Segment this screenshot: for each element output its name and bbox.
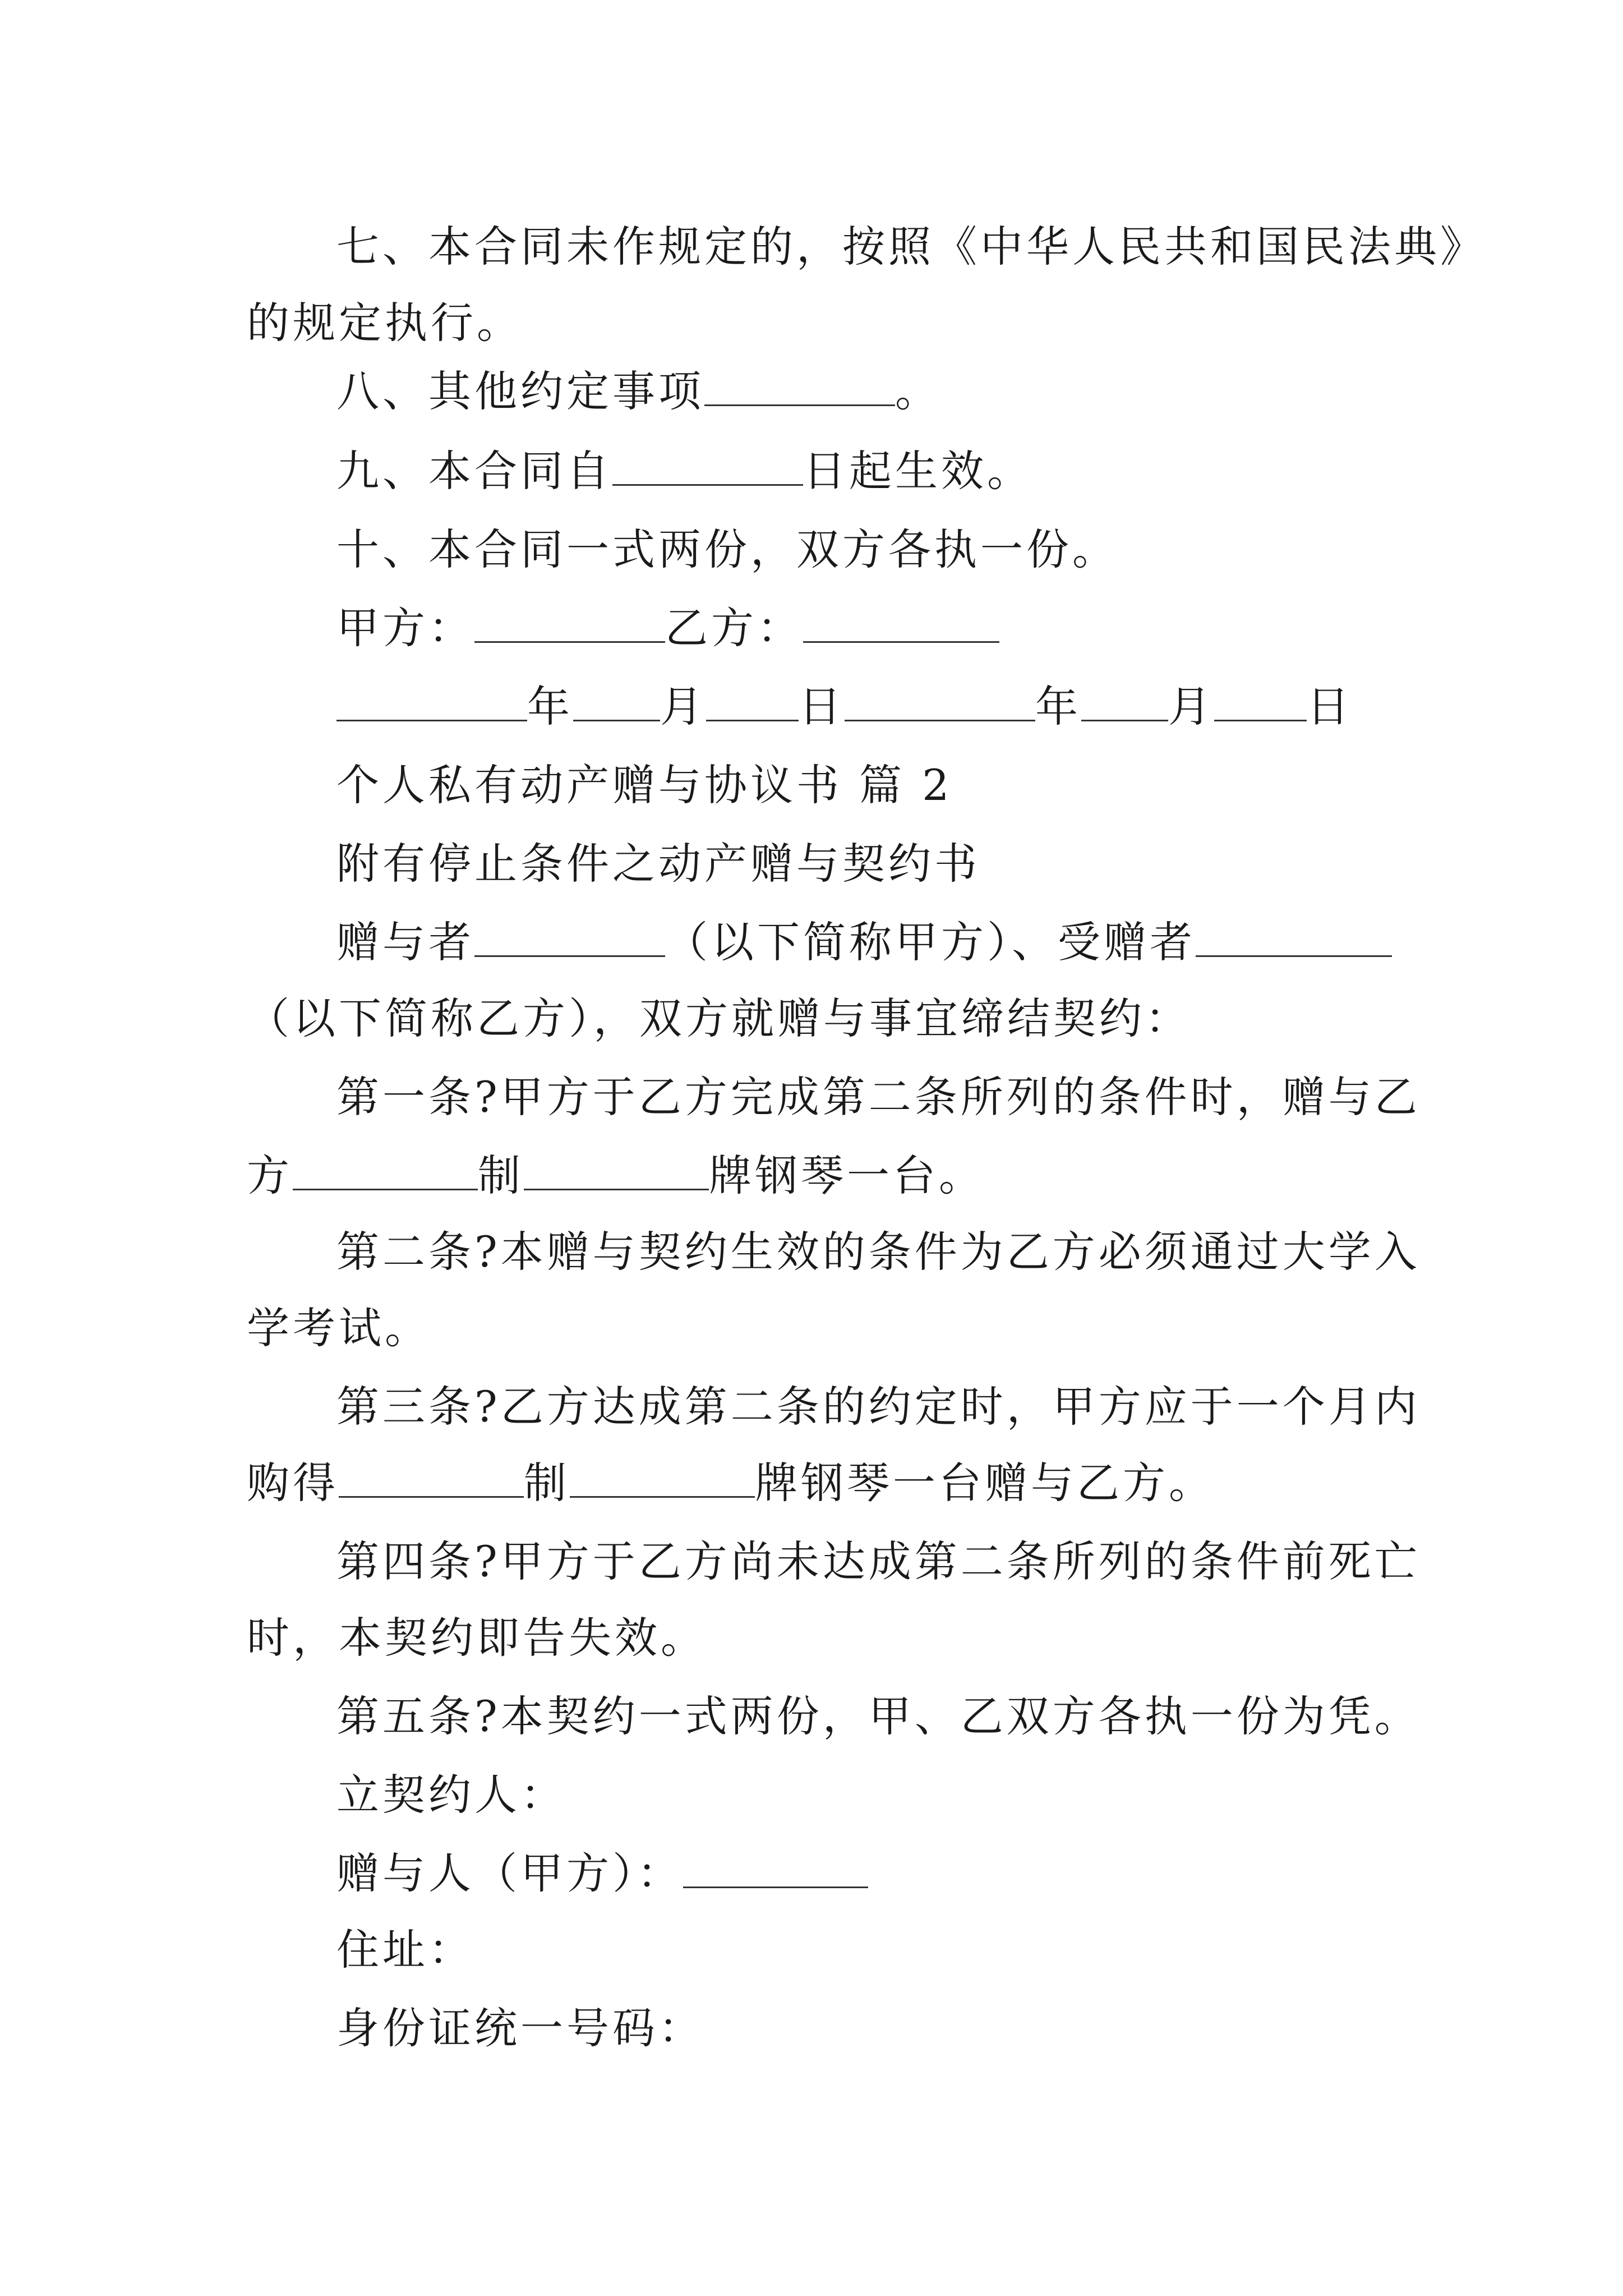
section-heading: 个人私有动产赠与协议书 篇 2 bbox=[336, 760, 953, 810]
clause-8: 八、其他约定事项 。 bbox=[336, 366, 941, 416]
piano-origin-blank bbox=[293, 1154, 478, 1190]
article-5: 第五条?本契约一式两份，甲、乙双方各执一份为凭。 bbox=[336, 1691, 1421, 1741]
contract-subtitle: 附有停止条件之动产赠与契约书 bbox=[336, 839, 980, 889]
party-signatures: 甲方： 乙方： bbox=[336, 600, 999, 656]
purchase-origin-blank bbox=[339, 1461, 524, 1498]
party-a-month-blank bbox=[573, 685, 660, 721]
parties-intro-line-2: （以下简称乙方），双方就赠与事宜缔结契约： bbox=[247, 993, 1191, 1043]
donor-signature: 赠与人（甲方）： bbox=[336, 1846, 868, 1902]
party-a-year-blank bbox=[336, 685, 527, 721]
clause-9: 九、本合同自 日起生效。 bbox=[336, 446, 1033, 496]
donor-name-blank bbox=[474, 921, 665, 957]
donee-name-blank bbox=[1196, 921, 1392, 957]
clause-7-line-1: 七、本合同未作规定的，按照《中华人民共和国民法典》 bbox=[336, 222, 1486, 272]
donor-signature-blank bbox=[683, 1852, 868, 1888]
article-2-line-1: 第二条?本赠与契约生效的条件为乙方必须通过大学入 bbox=[336, 1227, 1421, 1277]
party-b-day-blank bbox=[1214, 685, 1307, 721]
article-4-line-1: 第四条?甲方于乙方尚未达成第二条所列的条件前死亡 bbox=[336, 1536, 1421, 1586]
signature-dates: 年 月 日 年 月 日 bbox=[336, 679, 1353, 735]
article-3-line-2: 购得 制 牌钢琴一台赠与乙方。 bbox=[247, 1458, 1215, 1508]
party-b-year-blank bbox=[845, 685, 1035, 721]
piano-brand-blank bbox=[524, 1154, 709, 1190]
article-2-line-2: 学考试。 bbox=[247, 1303, 431, 1353]
article-3-line-1: 第三条?乙方达成第二条的约定时，甲方应于一个月内 bbox=[336, 1382, 1421, 1432]
other-matters-blank bbox=[704, 370, 895, 406]
effective-date-blank bbox=[612, 449, 803, 486]
clause-7-line-2: 的规定执行。 bbox=[247, 298, 523, 348]
article-1-line-1: 第一条?甲方于乙方完成第二条所列的条件时，赠与乙 bbox=[336, 1072, 1421, 1122]
article-1-line-2: 方 制 牌钢琴一台。 bbox=[247, 1151, 985, 1200]
parties-intro-line-1: 赠与者 （以下简称甲方）、受赠者 bbox=[336, 914, 1392, 970]
article-4-line-2: 时，本契约即告失效。 bbox=[247, 1613, 707, 1663]
purchase-brand-blank bbox=[570, 1461, 755, 1498]
party-a-day-blank bbox=[706, 685, 799, 721]
party-b-blank bbox=[803, 606, 999, 643]
party-a-blank bbox=[474, 606, 665, 643]
party-b-month-blank bbox=[1081, 685, 1168, 721]
clause-10: 十、本合同一式两份，双方各执一份。 bbox=[336, 524, 1118, 574]
id-number-label: 身份证统一号码： bbox=[336, 2003, 704, 2053]
signers-label: 立契约人： bbox=[336, 1770, 566, 1820]
address-label: 住址： bbox=[336, 1925, 474, 1975]
